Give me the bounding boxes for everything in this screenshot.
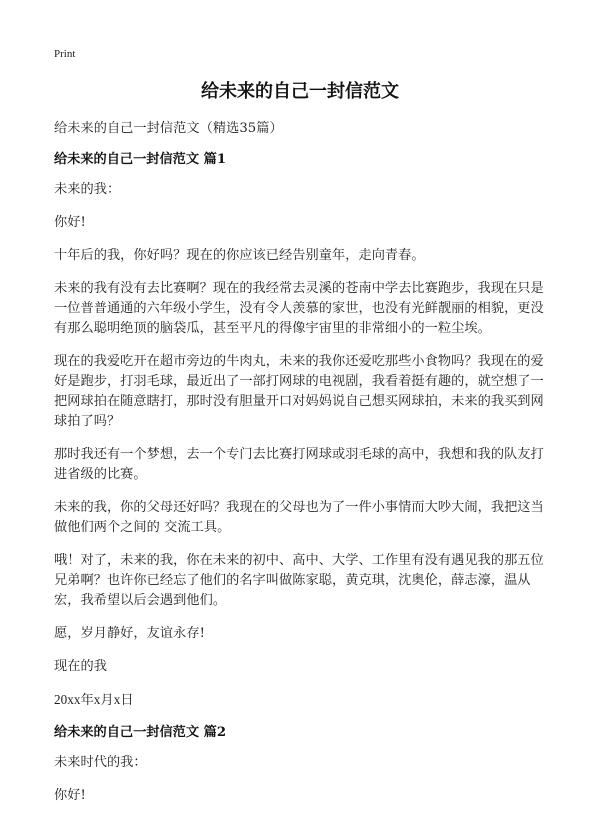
paragraph: 哦！对了，未来的我，你在未来的初中、高中、大学、工作里有没有遇见我的那五位兄弟啊？也许你已经忘了他们的名字叫做陈家聪，黄克琪，沈奥伦，薛志濠，温从宏，我希望以后会遇到他们。 [54,553,544,608]
greeting: 你好! [54,215,86,230]
paragraph: 未来的我有没有去比赛啊？现在的我经常去灵溪的苍南中学去比赛跑步，我现在只是一位普普通通的六年级小学生，没有令人羡慕的家世，也没有光鲜靓丽的相貌，更没有那么聪明绝顶的脑袋瓜，甚至平凡的得像宇宙里的非常细小的一粒尘埃。 [54,281,544,336]
greeting: 你好! [54,788,86,803]
paragraph: 现在的我爱吃开在超市旁边的牛肉丸，未来的我你还爱吃那些小食物吗？我现在的爱好是跑步，打羽毛球，最近出了一部打网球的电视剧，我看着挺有趣的，就空想了一把网球拍在随意瞎打，那时没有胆量开口对妈妈说自己想买网球拍，未来的我买到网球拍了吗？ [54,354,544,429]
document-body [54,119,554,819]
paragraph: 十年后的我，你好吗？现在的你应该已经告别童年，走向青春。 [54,248,425,263]
closing-wish: 愿，岁月静好，友谊永存! [54,626,205,641]
salutation: 未来时代的我： [54,755,147,770]
paragraph: 未来的我，你的父母还好吗？我现在的父母也为了一件小事情而大吵大闹，我把这当做他们两个之间的 交流工具。 [54,500,544,535]
paragraph: 那时我还有一个梦想，去一个专门去比赛打网球或羽毛球的高中，我想和我的队友打进省级的比赛。 [54,447,544,482]
section-heading-2: 给未来的自己一封信范文 篇2 [54,725,227,740]
signature: 现在的我 [54,659,107,674]
letter-date: 20xx年x月x日 [54,692,134,707]
section-heading-1: 给未来的自己一封信范文 篇1 [54,152,227,167]
print-label[interactable]: Print [54,48,76,60]
salutation: 未来的我： [54,182,121,197]
document-subtitle: 给未来的自己一封信范文（精选35篇） [54,121,283,136]
document-title: 给未来的自己一封信范文 [201,81,399,102]
